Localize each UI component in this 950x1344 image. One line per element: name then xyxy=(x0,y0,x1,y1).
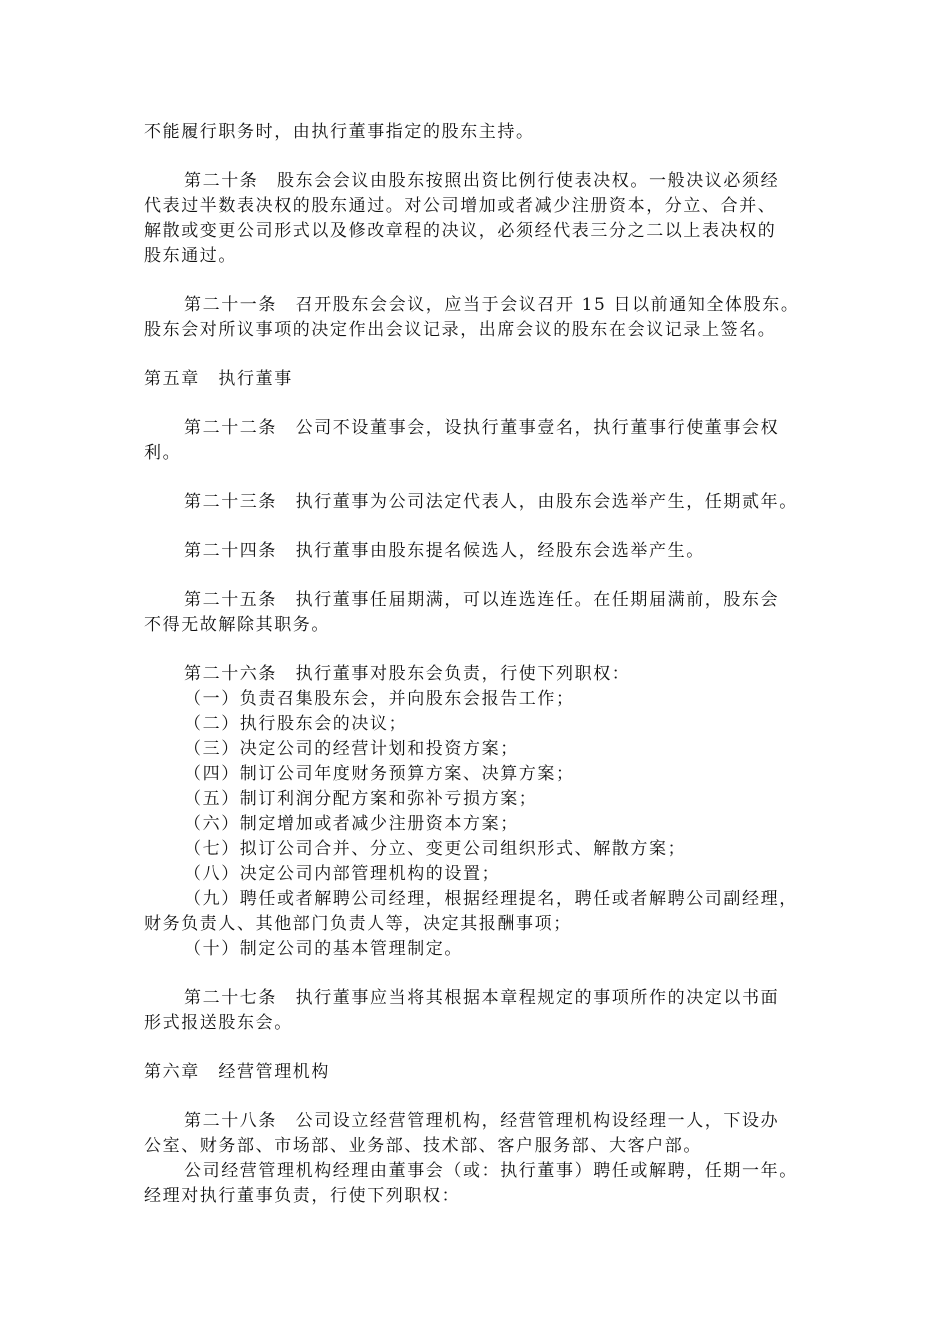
text-line: （一）负责召集股东会，并向股东会报告工作； xyxy=(184,689,575,709)
text-line: 股东会对所议事项的决定作出会议记录，出席会议的股东在会议记录上签名。 xyxy=(144,320,777,340)
text-line: 第二十五条 执行董事任届期满，可以连选连任。在任期届满前，股东会 xyxy=(184,590,780,610)
text-line: 股东通过。 xyxy=(144,246,237,266)
paragraph xyxy=(144,986,816,1036)
text-line: 不得无故解除其职务。 xyxy=(144,615,330,635)
text-line: 第二十七条 执行董事应当将其根据本章程规定的事项所作的决定以书面 xyxy=(184,988,780,1008)
text-line: 代表过半数表决权的股东通过。对公司增加或者减少注册资本，分立、合并、 xyxy=(144,196,777,216)
text-line: 第二十条 股东会会议由股东按照出资比例行使表决权。一般决议必须经 xyxy=(184,171,780,191)
text-line: 第二十三条 执行董事为公司法定代表人，由股东会选举产生，任期贰年。 xyxy=(184,492,798,512)
document-page xyxy=(144,120,816,1209)
paragraph xyxy=(144,1109,816,1184)
paragraph xyxy=(144,539,816,564)
text-line: 第五章 执行董事 xyxy=(144,369,293,389)
paragraph-spacer xyxy=(144,564,816,588)
text-line: 利。 xyxy=(144,443,182,463)
paragraph xyxy=(144,937,816,962)
paragraph-spacer xyxy=(144,343,816,367)
text-line: （八）决定公司内部管理机构的设置； xyxy=(184,864,501,884)
text-line: （二）执行股东会的决议； xyxy=(184,714,408,734)
paragraph xyxy=(144,367,816,392)
paragraph-spacer xyxy=(144,269,816,293)
text-line: 公室、财务部、市场部、业务部、技术部、客户服务部、大客户部。 xyxy=(144,1136,702,1156)
paragraph xyxy=(144,490,816,515)
paragraph-spacer xyxy=(144,962,816,986)
text-line: 第二十二条 公司不设董事会，设执行董事壹名，执行董事行使董事会权 xyxy=(184,418,780,438)
paragraph-spacer xyxy=(144,466,816,490)
text-line: 解散或变更公司形式以及修改章程的决议，必须经代表三分之二以上表决权的 xyxy=(144,221,777,241)
text-line: （七）拟订公司合并、分立、变更公司组织形式、解散方案； xyxy=(184,839,687,859)
text-line: 第二十四条 执行董事由股东提名候选人，经股东会选举产生。 xyxy=(184,541,705,561)
text-line: 公司经营管理机构经理由董事会（或：执行董事）聘任或解聘，任期一年。 xyxy=(184,1161,798,1181)
paragraph xyxy=(144,169,816,269)
paragraph-spacer xyxy=(144,515,816,539)
text-line: （三）决定公司的经营计划和投资方案； xyxy=(184,739,519,759)
paragraph xyxy=(144,912,816,937)
paragraph xyxy=(144,120,816,145)
text-line: 经理对执行董事负责，行使下列职权： xyxy=(144,1186,461,1206)
paragraph xyxy=(144,416,816,466)
paragraph-spacer xyxy=(144,1036,816,1060)
paragraph xyxy=(144,1060,816,1085)
text-line: 第二十一条 召开股东会会议，应当于会议召开 15 日以前通知全体股东。 xyxy=(184,295,800,315)
paragraph xyxy=(144,1184,816,1209)
paragraph-spacer xyxy=(144,392,816,416)
text-line: （四）制订公司年度财务预算方案、决算方案； xyxy=(184,764,575,784)
text-line: 形式报送股东会。 xyxy=(144,1013,293,1033)
text-line: 第二十八条 公司设立经营管理机构，经营管理机构设经理一人，下设办 xyxy=(184,1111,780,1131)
text-line: （十）制定公司的基本管理制定。 xyxy=(184,939,463,959)
text-line: 第六章 经营管理机构 xyxy=(144,1062,330,1082)
text-line: （六）制定增加或者减少注册资本方案； xyxy=(184,814,519,834)
paragraph-spacer xyxy=(144,1085,816,1109)
paragraph-spacer xyxy=(144,145,816,169)
text-line: （五）制订利润分配方案和弥补亏损方案； xyxy=(184,789,538,809)
text-line: 财务负责人、其他部门负责人等，决定其报酬事项； xyxy=(144,914,572,934)
paragraph xyxy=(144,588,816,638)
paragraph xyxy=(144,662,816,912)
text-line: （九）聘任或者解聘公司经理，根据经理提名，聘任或者解聘公司副经理， xyxy=(184,889,798,909)
text-line: 不能履行职务时，由执行董事指定的股东主持。 xyxy=(144,122,535,142)
text-line: 第二十六条 执行董事对股东会负责，行使下列职权： xyxy=(184,664,631,684)
paragraph xyxy=(144,293,816,343)
paragraph-spacer xyxy=(144,638,816,662)
